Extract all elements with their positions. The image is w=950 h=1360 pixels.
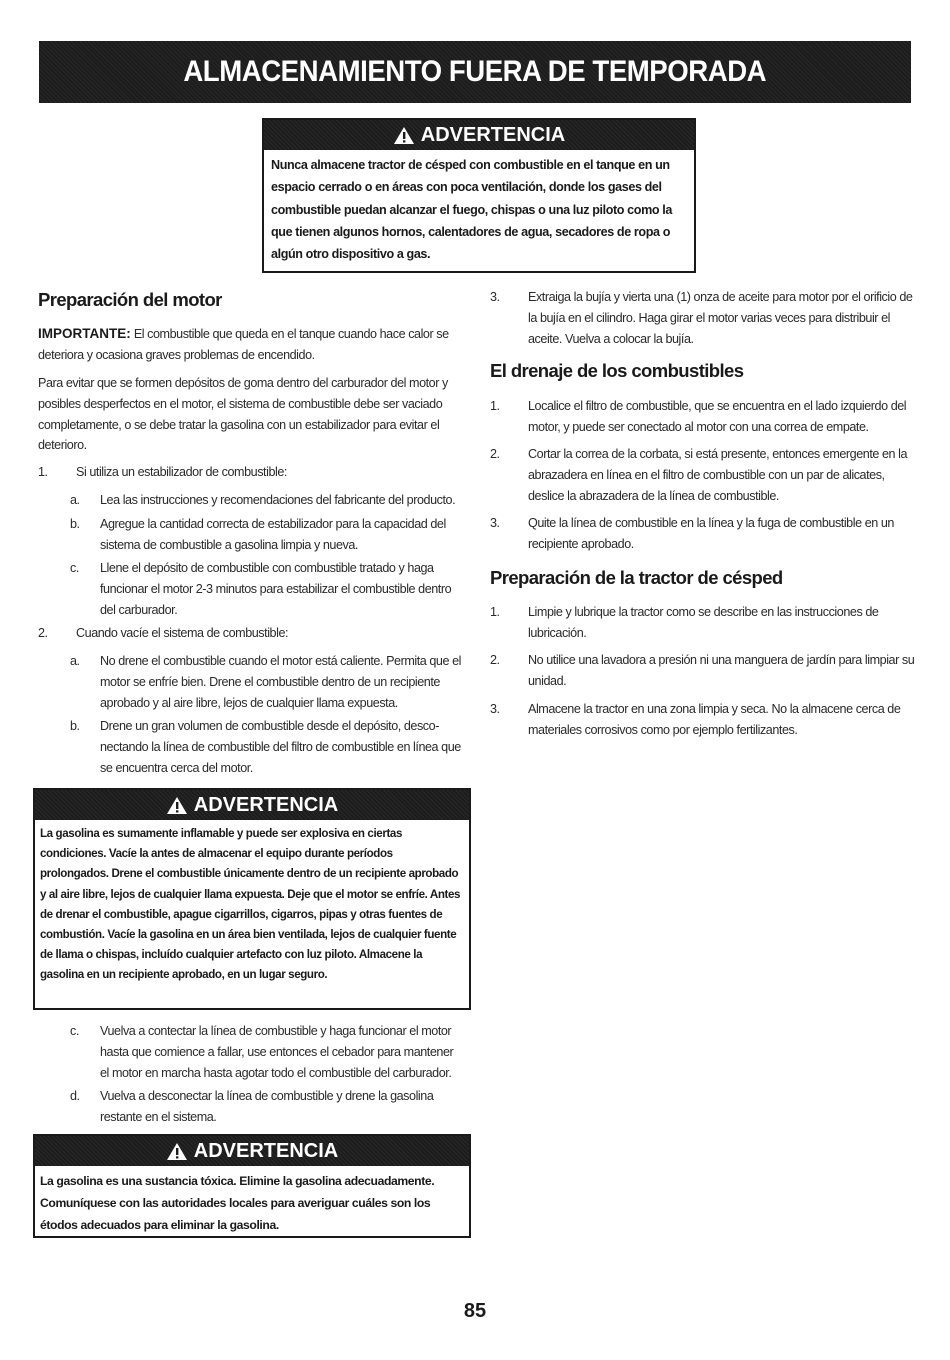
- list-item: [490, 287, 915, 349]
- list-text: No drene el combustible cuando el motor está caliente. Permita que el motor se enfríe bien. Drene el combustible dentro de un recipiente aprobado y al aire libre, lejos de cualquier llama expuesta.: [100, 654, 461, 710]
- list-number: 3.: [490, 290, 500, 304]
- list-item: [70, 1086, 463, 1128]
- list-number: 2.: [490, 653, 500, 667]
- heading-tractor: Preparación de la tractor de césped: [490, 567, 783, 588]
- list-item: [70, 651, 463, 713]
- list-text: Localice el filtro de combustible, que se encuentra en el lado izquierdo del motor, y puede ser conectado al motor con una correa de empate.: [528, 399, 907, 434]
- warning-triangle-icon: [166, 1142, 188, 1161]
- section-banner: [39, 41, 911, 103]
- list-item: [490, 444, 915, 506]
- list-item: [70, 1021, 463, 1083]
- warning-box-toxic: [33, 1134, 471, 1238]
- list-text: Si utiliza un estabilizador de combustible:: [76, 465, 287, 479]
- list-letter: c.: [70, 1024, 79, 1038]
- heading-drenaje: El drenaje de los combustibles: [490, 360, 744, 381]
- list-letter: c.: [70, 561, 79, 575]
- list-number: 1.: [490, 399, 500, 413]
- list-letter: b.: [70, 517, 80, 531]
- list-letter: d.: [70, 1089, 80, 1103]
- list-number: 1.: [38, 465, 48, 479]
- list-item: [490, 396, 915, 438]
- list-number: 1.: [490, 605, 500, 619]
- page-title: ALMACENAMIENTO FUERA DE TEMPORADA: [183, 55, 767, 88]
- list-text: Almacene la tractor en una zona limpia y seca. No la almacene cerca de materiales corrosivos como por ejemplo fertilizantes.: [528, 702, 901, 737]
- important-label: IMPORTANTE:: [38, 326, 131, 341]
- list-text: Drene un gran volumen de combustible desde el depósito, desco- nectando la línea de combustible del filtro de combustible en línea que se encuentra cerca del motor.: [100, 719, 461, 775]
- heading-motor: Preparación del motor: [38, 289, 222, 310]
- list-item: [38, 623, 463, 644]
- list-text: Vuelva a desconectar la línea de combustible y drene la gasolina restante en el sistema.: [100, 1089, 434, 1124]
- list-item: [70, 716, 463, 778]
- list-item: [70, 558, 463, 620]
- list-item: [490, 699, 915, 741]
- warning-triangle-icon: [166, 796, 188, 815]
- warning-box-storage: [262, 118, 696, 273]
- list-letter: b.: [70, 719, 80, 733]
- list-item: [490, 650, 915, 692]
- warning-header: [35, 1136, 469, 1166]
- warning-label: ADVERTENCIA: [193, 793, 339, 816]
- list-text: Vuelva a contectar la línea de combustible y haga funcionar el motor hasta que comience a fallar, use entonces el cebador para mantener el motor en marcha hasta agotar todo el combustible del carburador.: [100, 1024, 454, 1080]
- important-text: El combustible que queda en el tanque cuando hace calor se deteriora y ocasiona graves problemas de encendido.: [38, 327, 449, 362]
- list-item: [70, 514, 463, 556]
- list-number: 2.: [490, 447, 500, 461]
- list-item: [490, 513, 915, 555]
- warning-label: ADVERTENCIA: [420, 123, 566, 146]
- list-letter: a.: [70, 493, 80, 507]
- list-text: No utilice una lavadora a presión ni una manguera de jardín para limpiar su unidad.: [528, 653, 915, 688]
- warning-text: La gasolina es sumamente inflamable y puede ser explosiva en ciertas condiciones. Vacíe la antes de almacenar el equipo durante períodos prolongados. Drene el combustible únicamente dentro de un recipiente aprobado y al aire libre, lejos de cualquier llama expuesta. Deje que el motor se enfríe. Antes de drenar el combustible, apague cigarrillos, cigarros, pipas y otras fuentes de combustión. Vacíe la gasolina en un área bien ventilada, lejos de cualquier fuente de llama o chispas, incluído cualquier artefacto con luz piloto. Almacene la gasolina en un recipiente aprobado, en un lugar seguro.: [40, 827, 461, 982]
- list-text: Limpie y lubrique la tractor como se describe en las instrucciones de lubricación.: [528, 605, 879, 640]
- list-text: Cuando vacíe el sistema de combustible:: [76, 626, 289, 640]
- list-text: Extraiga la bujía y vierta una (1) onza de aceite para motor por el orificio de la bujía en el cilindro. Haga girar el motor varias veces para distribuir el aceite. Vuelva a colocar la bujía.: [528, 290, 913, 346]
- list-item: [490, 602, 915, 644]
- warning-box-flammable: [33, 788, 471, 1010]
- warning-triangle-icon: [393, 126, 415, 145]
- warning-header: [264, 120, 694, 150]
- list-letter: a.: [70, 654, 80, 668]
- list-number: 2.: [38, 626, 48, 640]
- warning-text: La gasolina es una sustancia tóxica. Elimine la gasolina adecuadamente. Comuníquese con las autoridades locales para averiguar cuáles son los étodos adecuados para eliminar la gasolina.: [40, 1174, 435, 1232]
- list-text: Cortar la correa de la corbata, si está presente, entonces emergente en la abrazadera en línea en el filtro de combustible con un par de alicates, deslice la abrazadera de la línea de combustible.: [528, 447, 908, 503]
- warning-label: ADVERTENCIA: [193, 1139, 339, 1162]
- list-item: [70, 490, 463, 511]
- warning-text: Nunca almacene tractor de césped con combustible en el tanque en un espacio cerrado o en áreas con poca ventilación, donde los gases del combustible puedan alcanzar el fuego, chispas o una luz piloto como la que tienen algunos hornos, calentadores de agua, secadores de ropa o algún otro dispositivo a gas.: [271, 158, 672, 262]
- warning-header: [35, 790, 469, 820]
- list-text: Llene el depósito de combustible con combustible tratado y haga funcionar el motor 2-3 minutos para estabilizar el combustible dentro del carburador.: [100, 561, 452, 617]
- list-number: 3.: [490, 702, 500, 716]
- page-number: 85: [463, 1300, 487, 1322]
- intro-paragraph: Para evitar que se formen depósitos de goma dentro del carburador del motor y posibles desperfectos en el motor, el sistema de combustible debe ser vaciado completamente, o se debe tratar la gasolina con un estabilizador para evitar el deterioro.: [38, 376, 448, 453]
- list-number: 3.: [490, 516, 500, 530]
- list-text: Lea las instrucciones y recomendaciones del fabricante del producto.: [100, 493, 456, 507]
- important-paragraph: [38, 324, 463, 366]
- list-text: Agregue la cantidad correcta de estabilizador para la capacidad del sistema de combustible a gasolina limpia y nueva.: [100, 517, 446, 552]
- list-item: [38, 462, 463, 483]
- list-text: Quite la línea de combustible en la línea y la fuga de combustible en un recipiente aprobado.: [528, 516, 894, 551]
